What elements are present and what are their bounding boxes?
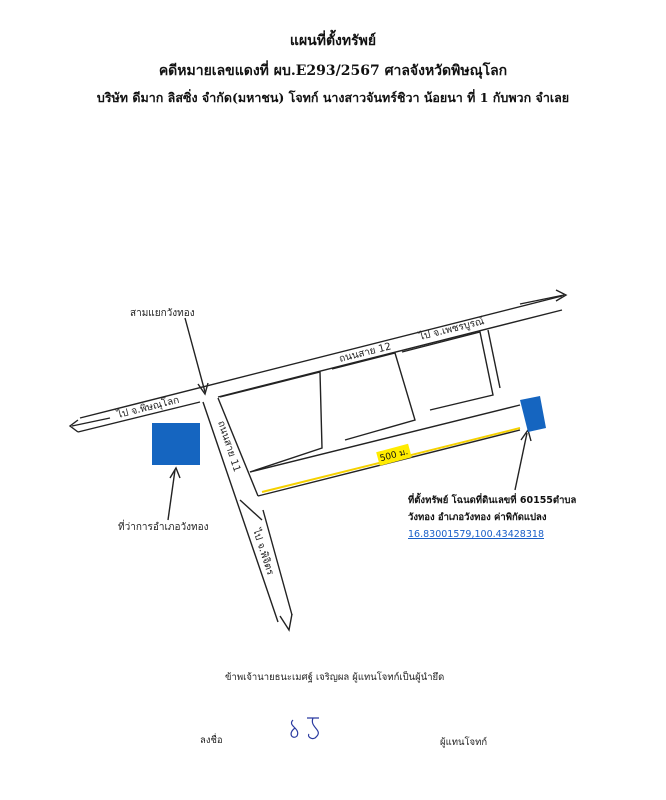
sign-label: ลงชื่อ bbox=[200, 735, 223, 746]
block-3 bbox=[402, 332, 493, 410]
label-to-phitsanulok: ไป จ.พิษณุโลก bbox=[116, 394, 181, 421]
property-note bbox=[408, 492, 608, 543]
case-number: คดีหมายเลขแดงที่ ผบ.E293/2567 ศาลจังหวัดพิษณุโลก bbox=[158, 63, 508, 79]
signer-role: ผู้แทนโจทก์ bbox=[440, 737, 488, 748]
block-2 bbox=[332, 353, 415, 440]
footer-statement: ข้าพเจ้านายธนะเมศฐ์ เจริญผล ผู้แทนโจทก์เป็นผู้นำยึด bbox=[225, 672, 445, 683]
property-coords-link[interactable]: 16.83001579,100.43428318 bbox=[408, 529, 544, 540]
pointer-intersection bbox=[185, 318, 205, 392]
district-office-marker bbox=[152, 423, 200, 465]
label-district-office: ที่ว่าการอำเภอวังทอง bbox=[118, 522, 209, 533]
property-note-line2: วังทอง อำเภอวังทอง ค่าพิกัดแปลง bbox=[408, 512, 547, 523]
label-road-12: ถนนสาย 12 bbox=[338, 341, 393, 365]
road-11-edge-left bbox=[203, 402, 278, 622]
property-note-line1: ที่ตั้งทรัพย์ โฉนดที่ดินเลขที่ 60155ตำบล bbox=[408, 495, 577, 506]
label-intersection: สามแยกวังทอง bbox=[130, 308, 195, 319]
label-to-phetchabun: ไป จ.เพชรบูรณ์ bbox=[418, 316, 486, 343]
pointer-district bbox=[168, 470, 175, 520]
arrow-to-phitsanulok bbox=[72, 418, 110, 426]
property-marker bbox=[520, 396, 546, 432]
label-road-11: ถนนสาย 11 bbox=[215, 419, 243, 474]
signature bbox=[285, 712, 335, 742]
case-parties: บริษัท ดีมาก ลิสซิ่ง จำกัด(มหาชน) โจทก์ นางสาวจันทร์ชิวา น้อยนา ที่ 1 กับพวก จำเลย bbox=[96, 90, 570, 105]
arrow-head-down bbox=[280, 614, 292, 630]
page-title: แผนที่ตั้งทรัพย์ bbox=[289, 33, 377, 49]
distance-label: 500 ม. bbox=[376, 444, 411, 466]
road-11-lower-edge bbox=[240, 500, 262, 520]
label-to-phichit: ไป จ.พิจิตร bbox=[250, 527, 276, 577]
pointer-property bbox=[515, 433, 527, 490]
